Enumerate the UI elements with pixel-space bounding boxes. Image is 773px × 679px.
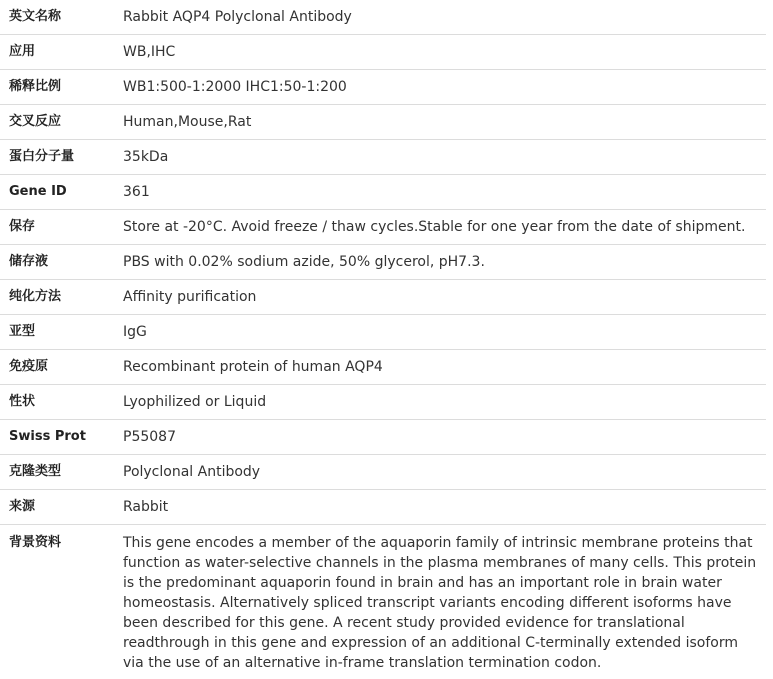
spec-value: WB,IHC bbox=[115, 35, 766, 70]
spec-row-storage bbox=[0, 210, 766, 245]
spec-label: 蛋白分子量 bbox=[0, 140, 115, 175]
spec-value: PBS with 0.02% sodium azide, 50% glycerol, pH7.3. bbox=[115, 245, 766, 280]
spec-row-clonality bbox=[0, 455, 766, 490]
spec-row-swiss-prot bbox=[0, 420, 766, 455]
spec-value-background: This gene encodes a member of the aquaporin family of intrinsic membrane proteins that function as water-selective channels in the plasma membranes of many cells. This protein is the predominant aquaporin found in brain and has an important role in brain water homeostasis. Alternatively spliced transcript variants encoding different isoforms have been described for this gene. A recent study provided evidence for translational readthrough in this gene and expression of an additional C-terminally extended isoform via the use of an alternative in-frame translation termination codon. bbox=[115, 525, 766, 679]
spec-value: P55087 bbox=[115, 420, 766, 455]
spec-label: 交叉反应 bbox=[0, 105, 115, 140]
spec-row-background bbox=[0, 525, 766, 679]
spec-label: Gene ID bbox=[0, 175, 115, 210]
spec-row-reactivity bbox=[0, 105, 766, 140]
spec-row-application bbox=[0, 35, 766, 70]
spec-value: Rabbit AQP4 Polyclonal Antibody bbox=[115, 0, 766, 35]
spec-label: 储存液 bbox=[0, 245, 115, 280]
spec-value: Human,Mouse,Rat bbox=[115, 105, 766, 140]
spec-row-molecular-weight bbox=[0, 140, 766, 175]
spec-value: Rabbit bbox=[115, 490, 766, 525]
spec-label: 稀释比例 bbox=[0, 70, 115, 105]
spec-label: 性状 bbox=[0, 385, 115, 420]
spec-value: WB1:500-1:2000 IHC1:50-1:200 bbox=[115, 70, 766, 105]
spec-row-english-name bbox=[0, 0, 766, 35]
spec-value: Lyophilized or Liquid bbox=[115, 385, 766, 420]
spec-value: 35kDa bbox=[115, 140, 766, 175]
spec-label: 纯化方法 bbox=[0, 280, 115, 315]
spec-value: Affinity purification bbox=[115, 280, 766, 315]
spec-label: 英文名称 bbox=[0, 0, 115, 35]
spec-label: 保存 bbox=[0, 210, 115, 245]
spec-label: Swiss Prot bbox=[0, 420, 115, 455]
spec-row-immunogen bbox=[0, 350, 766, 385]
spec-value: Polyclonal Antibody bbox=[115, 455, 766, 490]
spec-value: IgG bbox=[115, 315, 766, 350]
spec-label: 克隆类型 bbox=[0, 455, 115, 490]
spec-label: 来源 bbox=[0, 490, 115, 525]
spec-value: 361 bbox=[115, 175, 766, 210]
spec-row-purification bbox=[0, 280, 766, 315]
spec-label: 背景资料 bbox=[0, 525, 115, 679]
spec-row-isotype bbox=[0, 315, 766, 350]
spec-row-buffer bbox=[0, 245, 766, 280]
spec-row-host bbox=[0, 490, 766, 525]
spec-value: Recombinant protein of human AQP4 bbox=[115, 350, 766, 385]
spec-label: 免疫原 bbox=[0, 350, 115, 385]
spec-row-form bbox=[0, 385, 766, 420]
spec-label: 应用 bbox=[0, 35, 115, 70]
spec-label: 亚型 bbox=[0, 315, 115, 350]
spec-row-dilution bbox=[0, 70, 766, 105]
spec-row-gene-id bbox=[0, 175, 766, 210]
spec-value: Store at -20°C. Avoid freeze / thaw cycles.Stable for one year from the date of shipment. bbox=[115, 210, 766, 245]
